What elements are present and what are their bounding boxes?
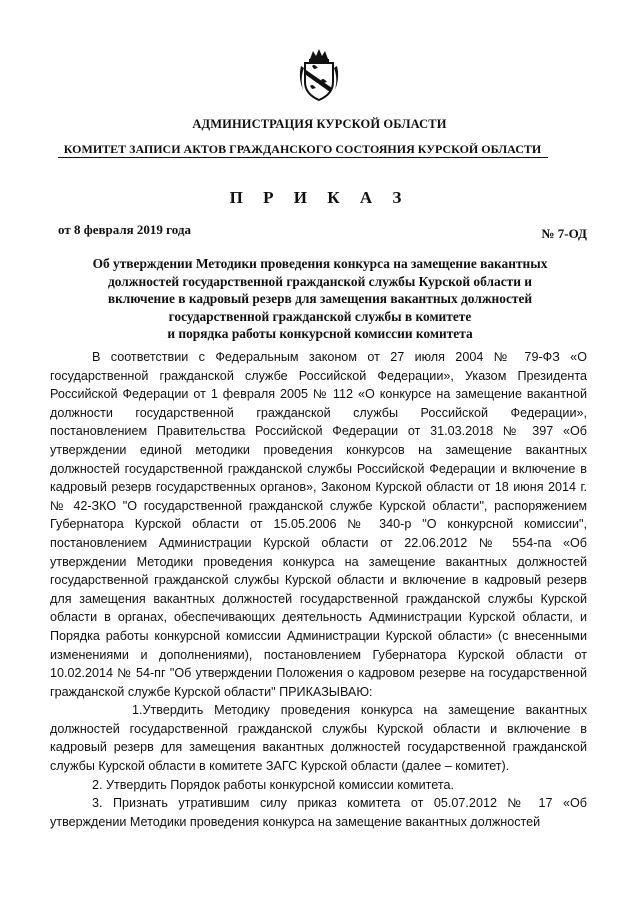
- header-underline: [58, 157, 548, 158]
- coat-of-arms-emblem: [296, 48, 342, 102]
- title-line: должностей государственной гражданской службы Курской области и: [108, 273, 532, 289]
- title-line: Об утверждении Методики проведения конкурса на замещение вакантных: [92, 256, 548, 271]
- order-item-2: 2. Утвердить Порядок работы конкурсной комиссии комитета.: [92, 777, 455, 792]
- document-number: № 7-ОД: [541, 226, 587, 241]
- committee-name: КОМИТЕТ ЗАПИСИ АКТОВ ГРАЖДАНСКОГО СОСТОЯНИЯ КУРСКОЙ ОБЛАСТИ: [63, 142, 542, 156]
- document-title: [50, 255, 590, 343]
- title-line: включение в кадровый резерв для замещения вакантных должностей: [107, 291, 533, 307]
- order-item-1: 1.Утвердить Методику проведения конкурса на замещение вакантных должностей государственной гражданской службы Курской области и включение в кадровый резерв для замещения вакантных должностей государственной гражданской службы Курской области в комитете ЗАГС Курской области (далее – комитет).: [50, 703, 587, 774]
- organization-name: АДМИНИСТРАЦИЯ КУРСКОЙ ОБЛАСТИ: [192, 117, 447, 131]
- document-type: П Р И К А З: [229, 188, 410, 207]
- title-line: государственной гражданской службы в комитете: [168, 308, 472, 324]
- order-item-3: 3. Признать утратившим силу приказ комитета от 05.07.2012 № 17 «Об утверждении Методики проведения конкурса на замещение вакантных должностей: [50, 796, 587, 829]
- document-date: от 8 февраля 2019 года: [58, 222, 191, 237]
- preamble-paragraph: В соответствии с Федеральным законом от 27 июля 2004 № 79-ФЗ «О государственной гражданской службе Российской Федерации», Указом Президента Российской Федерации от 1 февраля 2005 № 112 «О конкурсе на замещение вакантной должности государственной гражданской службы Российской Федерации», постановлением Правительства Российской Федерации от 31.03.2018 № 397 «Об утверждении единой методики проведения конкурсов на замещение вакантных должностей государственной гражданской службы Российской Федерации и включение в кадровый резерв государственных органов», Законом Курской области от 18 июня 2014 г. № 42-ЗКО "О государственной гражданской службе Курской области", распоряжением Губернатора Курской области от 15.05.2006 № 340-р "О конкурсной комиссии", постановлением Администрации Курской области от 22.06.2012 № 554-па «Об утверждении Методики проведения конкурса на замещение вакантных должностей государственной гражданской службы Курской области и включение в кадровый резерв для замещения вакантных должностей государственной гражданской службы Курской области в органах, обеспечивающих деятельность Администрации Курской области, и Порядка работы конкурсной комиссии Администрации Курской области» (с внесенными изменениями и дополнениями), постановлением Губернатора Курской области от 10.02.2014 № 54-пг "Об утверждении Положения о кадровом резерве на государственной гражданской службе Курской области" ПРИКАЗЫВАЮ:: [50, 350, 587, 699]
- document-body: [50, 348, 587, 831]
- title-line: и порядка работы конкурсной комиссии комитета: [167, 326, 473, 342]
